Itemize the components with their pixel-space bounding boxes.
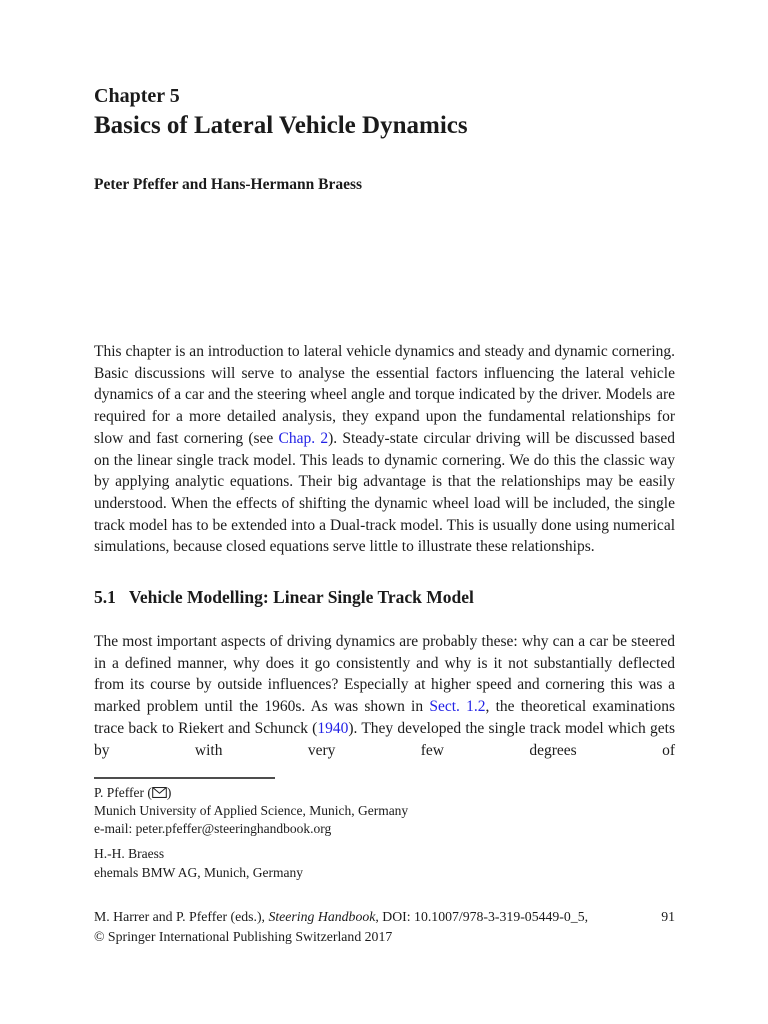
footnote-block	[94, 777, 675, 882]
abstract-paragraph	[94, 341, 675, 558]
chapter-2-link[interactable]: Chap. 2	[278, 429, 329, 447]
body-text-3: ). They developed the single track model which gets by with very few degrees of	[94, 719, 676, 759]
page-number: 91	[661, 909, 675, 924]
footnote-author1-group	[94, 784, 675, 839]
body-text-1: The most important aspects of driving dynamics are probably these: why can a car be steered in a defined manner, why does it go consistently and why is it not substantially deflected from its course by outside influences? Especially at higher speed and cornering this was a marked problem until the 1960s. As was shown in	[94, 633, 675, 716]
citation-1940-link[interactable]: 1940	[317, 719, 349, 737]
footer-copyright-line: © Springer International Publishing Switzerland 2017	[94, 928, 393, 944]
footer-editors: M. Harrer and P. Pfeffer (eds.),	[94, 909, 269, 924]
footnote-rule	[94, 777, 275, 779]
section-heading	[94, 587, 675, 608]
footer-book-title: Steering Handbook	[268, 909, 376, 924]
chapter-title: Basics of Lateral Vehicle Dynamics	[94, 112, 468, 139]
envelope-icon	[152, 787, 167, 798]
footnote-email: e-mail: peter.pfeffer@steeringhandbook.org	[94, 821, 332, 837]
footnote-author1-line	[94, 784, 675, 802]
footnote-affiliation2: ehemals BMW AG, Munich, Germany	[94, 864, 303, 880]
chapter-label: Chapter 5	[94, 85, 180, 107]
abstract-text-2: ). Steady-state circular driving will be discussed based on the linear single track model. This leads to dynamic cornering. We do this the classic way by applying analytic equations. Their big advantage is that the relationships may be easily understood. When the effects of shifting the dynamic wheel load will be included, the single track model has to be extended into a Dual-track model. This is usually done using numerical simulations, because closed equations serve little to illustrate these relationships.	[94, 429, 676, 556]
section-title: Vehicle Modelling: Linear Single Track Model	[128, 587, 474, 608]
footer-doi: , DOI: 10.1007/978-3-319-05449-0_5,	[375, 909, 589, 924]
footnote-author2-group	[94, 845, 675, 881]
footer-citation-line	[94, 907, 675, 927]
footer-citation-text	[94, 907, 588, 927]
page-footer	[94, 907, 675, 947]
page-content	[94, 0, 675, 882]
body-text-2: , the theoretical examinations trace back to Riekert and Schunck (	[94, 698, 675, 737]
abstract-text-1: This chapter is an introduction to lateral vehicle dynamics and steady and dynamic cornering. Basic discussions will serve to analyse the essential factors influencing the lateral vehicle dynamics of a car and the steering wheel angle and torque indicated by the driver. Models are required for a more detailed analysis, they expand upon the fundamental relationships for slow and fast cornering (see	[94, 343, 675, 447]
footnote-author1-paren: )	[166, 784, 172, 800]
footnote-author2-name: H.-H. Braess	[94, 846, 165, 862]
footnote-affiliation1: Munich University of Applied Science, Munich, Germany	[94, 802, 409, 818]
section-number: 5.1	[94, 587, 116, 608]
footnote-author1-name: P. Pfeffer (	[94, 784, 152, 800]
body-paragraph	[94, 631, 675, 761]
authors-line: Peter Pfeffer and Hans-Hermann Braess	[94, 176, 363, 193]
section-1-2-link[interactable]: Sect. 1.2	[429, 698, 486, 716]
